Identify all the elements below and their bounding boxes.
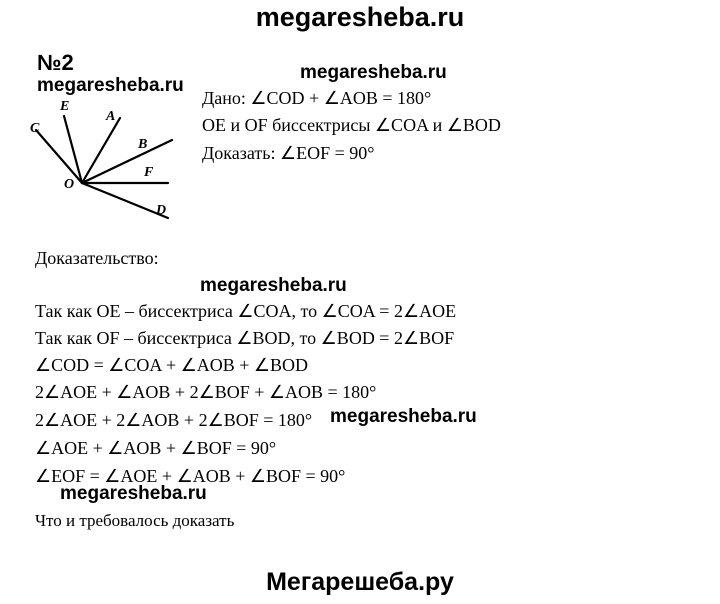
conclusion: Что и требовалось доказать — [35, 511, 235, 530]
given-line: Дано: ∠COD + ∠AOB = 180° — [202, 88, 432, 108]
watermark-overlay: megaresheba.ru — [37, 75, 184, 96]
label-D: D — [156, 203, 167, 218]
label-F: F — [144, 165, 154, 180]
label-A: A — [106, 109, 116, 124]
proof-step: ∠COD = ∠COA + ∠AOB + ∠BOD — [35, 355, 309, 375]
angle-figure — [20, 90, 200, 240]
label-C: C — [30, 121, 40, 136]
watermark-overlay: megaresheba.ru — [300, 62, 447, 83]
label-O: O — [64, 177, 75, 192]
watermark-overlay: megaresheba.ru — [200, 275, 347, 296]
proof-step: Так как OE – биссектриса ∠COA, то ∠COA = 2∠AOE — [35, 301, 457, 321]
proof-heading: Доказательство: — [35, 248, 159, 268]
site-watermark-footer: Мегарешеба.ру — [266, 568, 454, 596]
watermark-overlay: megaresheba.ru — [330, 406, 477, 427]
proof-step: Так как OF – биссектриса ∠BOD, то ∠BOD = 2∠BOF — [35, 328, 455, 348]
proof-step: 2∠AOE + 2∠AOB + 2∠BOF = 180° — [35, 410, 313, 430]
proof-step: ∠AOE + ∠AOB + ∠BOF = 90° — [35, 438, 277, 458]
prove-line: Доказать: ∠EOF = 90° — [202, 143, 375, 163]
watermark-overlay: megaresheba.ru — [60, 483, 207, 504]
label-E: E — [60, 99, 70, 114]
proof-step: 2∠AOE + ∠AOB + 2∠BOF + ∠AOB = 180° — [35, 382, 377, 402]
proof-step: ∠EOF = ∠AOE + ∠AOB + ∠BOF = 90° — [35, 466, 346, 486]
given-line: OE и OF биссектрисы ∠COA и ∠BOD — [202, 115, 501, 135]
label-B: B — [138, 137, 148, 152]
site-watermark-header: megaresheba.ru — [255, 2, 465, 32]
problem-number: №2 — [37, 50, 74, 75]
